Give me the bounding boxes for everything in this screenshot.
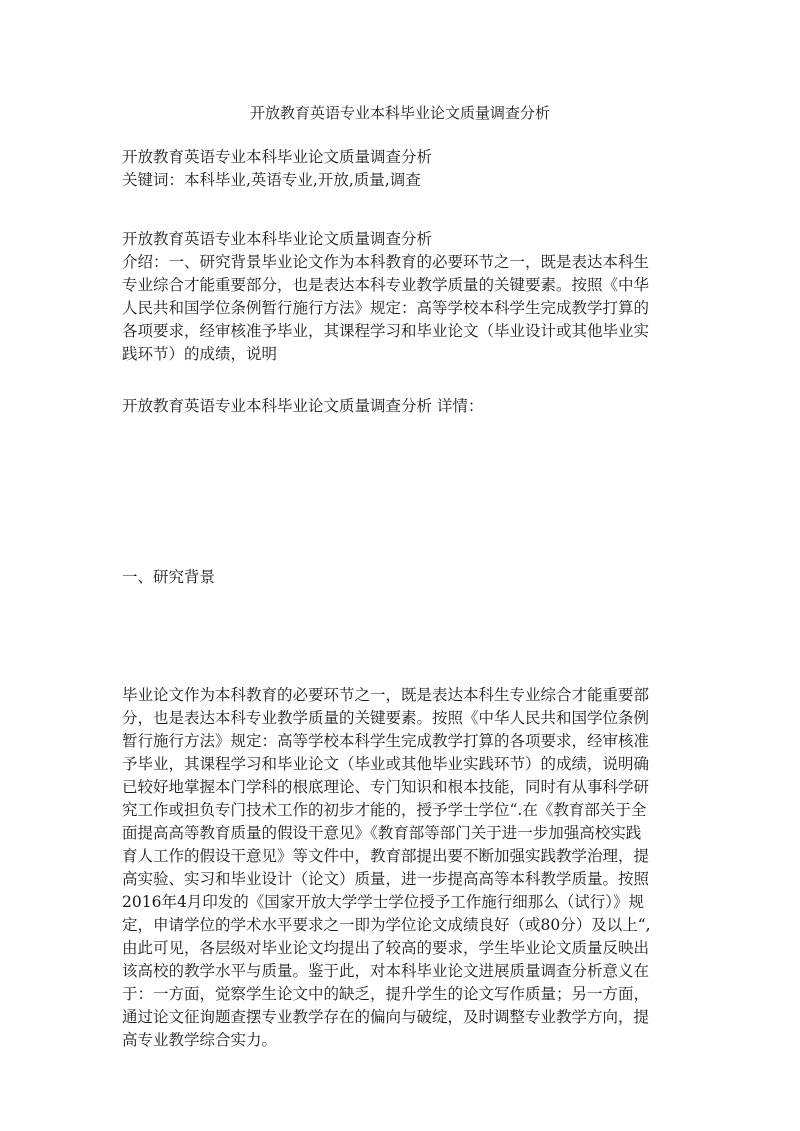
body-line: 该高校的教学水平与质量。鉴于此，对本科毕业论文进展质量调查分析意义在 xyxy=(122,962,650,980)
body-line: 高实验、实习和毕业设计（论文）质量，进一步提高高等本科教学质量。按照 xyxy=(122,870,650,888)
body-line: 予毕业，其课程学习和毕业论文（毕业或其他毕业实践环节）的成绩，说明确 xyxy=(122,755,650,773)
body-line: 暂行施行方法》规定：高等学校本科学生完成教学打算的各项要求，经审核准 xyxy=(122,732,650,750)
body-paragraph xyxy=(122,684,680,1052)
body-line: 究工作或担负专门技术工作的初步才能的，授予学士学位“.在《教育部关于全 xyxy=(122,801,647,819)
body-line: 通过论文征询题查摆专业教学存在的偏向与破绽，及时调整专业教学方向，提 xyxy=(122,1008,650,1026)
body-line: 于：一方面，觉察学生论文中的缺乏，提升学生的论文写作质量；另一方面， xyxy=(122,985,650,1003)
summary-block xyxy=(122,228,682,366)
intro-block xyxy=(122,146,682,192)
body-line: 分，也是表达本科专业教学质量的关键要素。按照《中华人民共和国学位条例 xyxy=(122,709,650,727)
summary-line: 践环节）的成绩，说明 xyxy=(122,345,278,363)
body-line: 定，申请学位的学术水平要求之一即为学位论文成绩良好（或80分）及以上“, xyxy=(122,916,651,934)
body-line: 毕业论文作为本科教育的必要环节之一，既是表达本科生专业综合才能重要部 xyxy=(122,686,650,704)
keywords-line: 关键词：本科毕业,英语专业,开放,质量,调查 xyxy=(122,171,421,189)
body-line: 面提高高等教育质量的假设干意见》《教育部等部门关于进一步加强高校实践 xyxy=(122,824,642,842)
intro-title: 开放教育英语专业本科毕业论文质量调查分析 xyxy=(122,148,433,166)
summary-title: 开放教育英语专业本科毕业论文质量调查分析 xyxy=(122,230,433,248)
body-line: 2016年4月印发的《国家开放大学学士学位授予工作施行细那么（试行）》规 xyxy=(122,893,645,911)
document-title: 开放教育英语专业本科毕业论文质量调查分析 xyxy=(249,104,550,122)
body-line: 已较好地掌握本门学科的根底理论、专门知识和根本技能，同时有从事科学研 xyxy=(122,778,650,796)
summary-line: 专业综合才能重要部分，也是表达本科专业教学质量的关键要素。按照《中华 xyxy=(122,276,650,294)
body-line: 由此可见，各层级对毕业论文均提出了较高的要求，学生毕业论文质量反映出 xyxy=(122,939,650,957)
summary-line: 各项要求，经审核准予毕业，其课程学习和毕业论文（毕业设计或其他毕业实 xyxy=(122,322,650,340)
summary-line: 人民共和国学位条例暂行施行方法》规定：高等学校本科学生完成教学打算的 xyxy=(122,299,650,317)
details-label: 开放教育英语专业本科毕业论文质量调查分析 详情： xyxy=(122,397,484,415)
section-heading: 一、研究背景 xyxy=(122,568,216,586)
body-line: 育人工作的假设干意见》等文件中，教育部提出要不断加强实践教学治理，提 xyxy=(122,847,650,865)
body-line: 高专业教学综合实力。 xyxy=(122,1031,278,1049)
summary-line: 介绍：一、研究背景毕业论文作为本科教育的必要环节之一，既是表达本科生 xyxy=(122,253,650,271)
